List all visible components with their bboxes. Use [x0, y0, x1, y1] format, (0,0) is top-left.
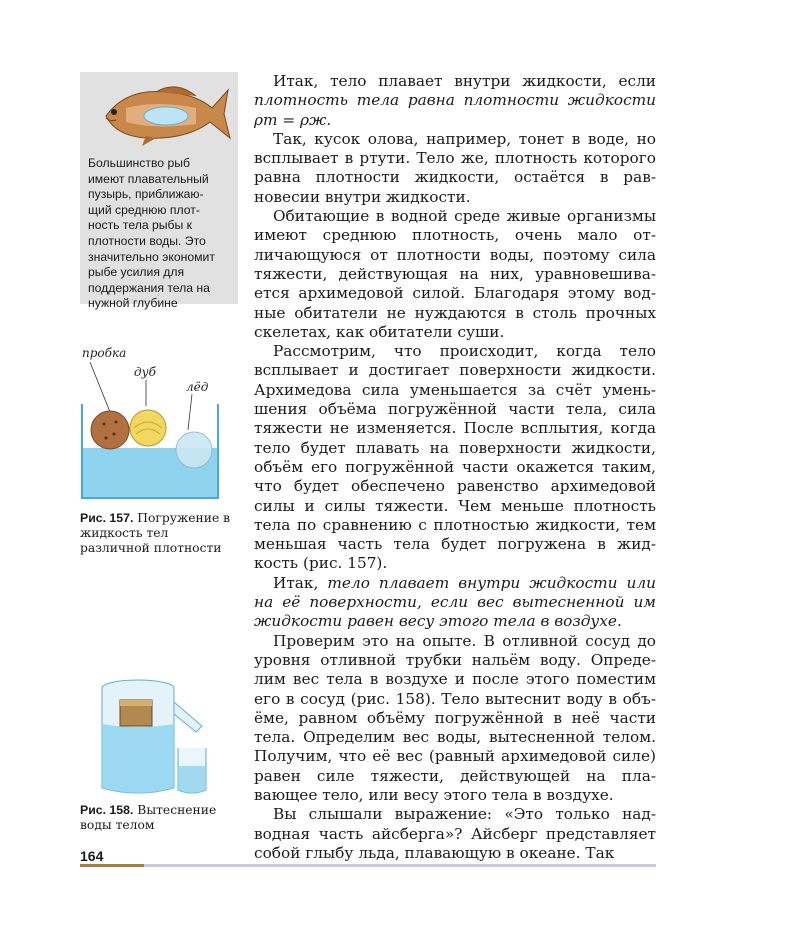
paragraph-4: Рассмотрим, что происходит, когда тело всплывает и достигает поверхности жидкости. Архимедова сила уменьшается за счёт уменьшения объёма погружённой части тела, сила тяжести не изменяется. После всплытия, когда тело будет плавать на поверхности жидкости, объём его погружённой части окажется таким, что будет обеспечено равенство архимедовой силы и силы тяжести. Чем меньше плотность тела по сравнению с плотностью жидкости, тем меньшая часть тела будет погружена в жидкость (рис. 157). — [254, 342, 656, 573]
paragraph-2: Так, кусок олова, например, тонет в воде, но всплывает в ртути. Тело же, плотность которого равна плотности жидкости, остаётся в равновесии внутри жидкости. — [254, 129, 656, 206]
paragraph-7: Вы слышали выражение: «Это только надводная часть айсберга»? Айсберг представляет собой глыбу льда, плавающую в океане. Так — [254, 805, 656, 862]
footer-rule-accent — [80, 864, 144, 867]
paragraph-5: Итак, тело плавает внутри жидкости или на её поверхности, если вес вытесненной им жидкости равен весу этого тела в воздухе. — [254, 573, 656, 631]
sidebar-note-box — [80, 72, 238, 311]
fish-illustration — [86, 78, 232, 150]
footer-rule — [144, 864, 656, 867]
label-ice: лёд — [186, 380, 209, 394]
figure-157-caption: Рис. 157. Погружение в жидкость тел различной плотности — [80, 511, 231, 555]
figure-158-caption: Рис. 158. Вытеснение воды телом — [80, 803, 217, 832]
main-text-column — [254, 72, 656, 863]
label-oak: дуб — [134, 365, 156, 379]
sidebar-note-text: Большинство рыб имеют плавательный пузырь, приближаю- щий среднюю плот- ность тела рыбы к плотности воды. Это значительно экономит рыбе усилия для поддержания тела на нужной глубине — [88, 156, 215, 311]
label-cork: пробка — [82, 346, 127, 360]
figure-157-illustration — [80, 346, 240, 506]
paragraph-6: Проверим это на опыте. В отливной сосуд до уровня отливной трубки нальём воду. Определим вес тела в воздухе и после этого поместим его в сосуд (рис. 158). Тело вытеснит воду в объёме, равном объёму погружённой в неё части тела. Определим вес воды, вытесненной телом. Получим, что её вес (равный архимедовой силе) равен силе тяжести, действующей на плавающее тело, или весу этого тела в воздухе. — [254, 631, 656, 804]
figure-158-illustration — [96, 668, 216, 800]
page-number: 164 — [80, 848, 104, 864]
paragraph-1: Итак, тело плавает внутри жидкости, если плотность тела равна плотности жидкости ρт = ρж. — [254, 72, 656, 129]
paragraph-3: Обитающие в водной среде живые организмы имеют среднюю плотность, очень мало отличающуюся от плотности воды, поэтому сила тяжести, действующая на них, уравновешивается архимедовой силой. Благодаря этому водные обитатели не нуждаются в столь прочных скелетах, как обитатели суши. — [254, 207, 656, 341]
